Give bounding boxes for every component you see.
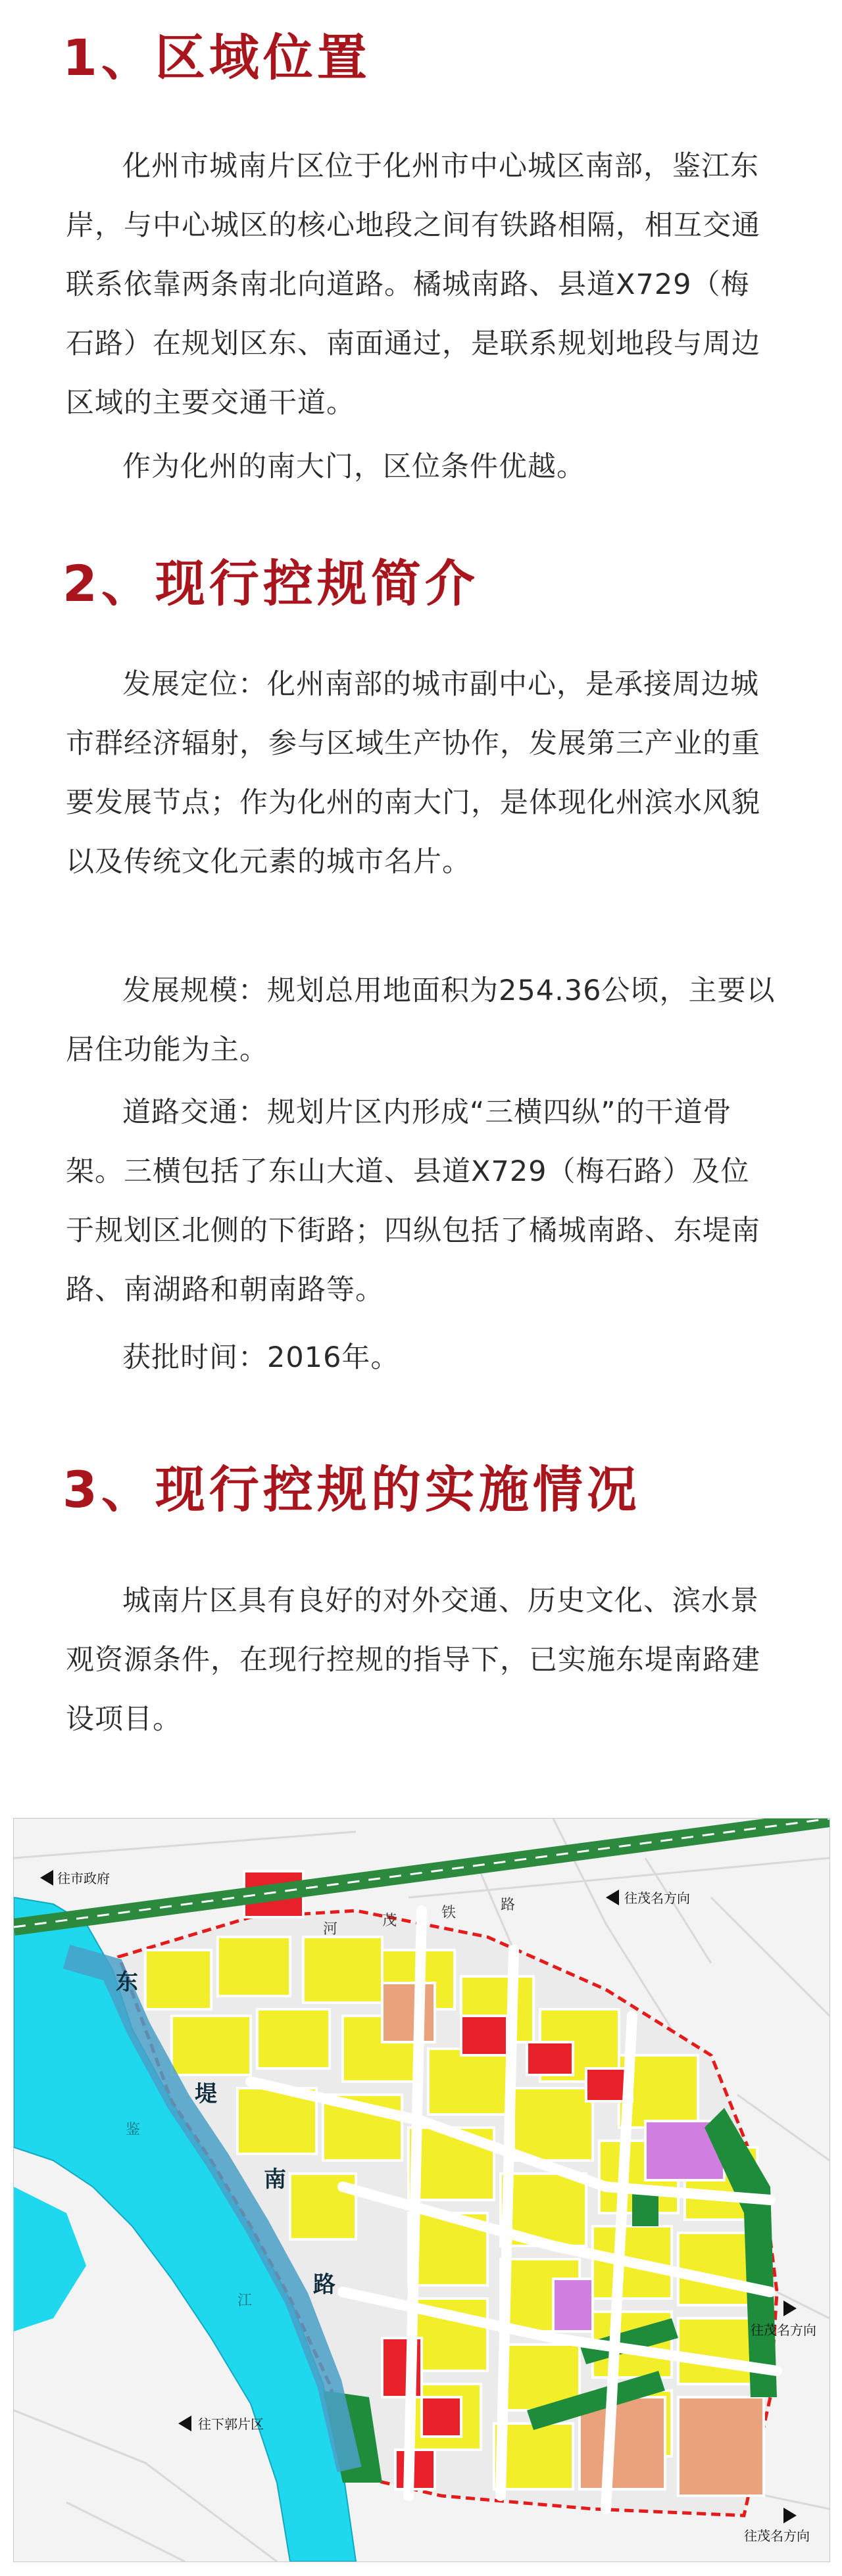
section-1-title: 1、区域位置 [62, 28, 371, 87]
section-2-paragraph-1: 发展定位：化州南部的城市副中心，是承接周边城市群经济辐射，参与区域生产协作，发展第三产业的重要发展节点；作为化州的南大门，是体现化州滨水风貌以及传统文化元素的城市名片。 [66, 668, 760, 878]
road-char-4: 路 [313, 2272, 335, 2298]
section-2-paragraph-4: 获批时间：2016年。 [122, 1341, 400, 1374]
road-char-1: 东 [116, 1969, 138, 1995]
section-1-paragraph-2: 作为化州的南大门，区位条件优越。 [122, 450, 585, 483]
railway-char-2: 茂 [382, 1913, 397, 1929]
section-2-paragraph-3: 道路交通：规划片区内形成“三横四纵”的干道骨架。三横包括了东山大道、县道X729（梅石路）及位于规划区北侧的下街路；四纵包括了橘城南路、东堤南路、南湖路和朝南路等。 [66, 1096, 760, 1306]
section-1-paragraph-1: 化州市城南片区位于化州市中心城区南部，鉴江东岸，与中心城区的核心地段之间有铁路相隔，相互交通联系依靠两条南北向道路。橘城南路、县道X729（梅石路）在规划区东、南面通过，是联系规划地段与周边区域的主要交通干道。 [66, 150, 760, 419]
railway-char-4: 路 [501, 1897, 516, 1913]
river-char-2: 江 [237, 2293, 253, 2309]
road-char-2: 堤 [195, 2081, 217, 2107]
section-3-paragraph-1: 城南片区具有良好的对外交通、历史文化、滨水景观资源条件，在现行控规的指导下，已实施东堤南路建设项目。 [66, 1585, 760, 1736]
label-to-maoming-east: 往茂名方向 [751, 2322, 816, 2338]
section-2-title: 2、现行控规简介 [62, 554, 479, 613]
label-to-maoming-north: 往茂名方向 [624, 1890, 690, 1906]
river-char-1: 鉴 [126, 2122, 141, 2138]
section-2-paragraph-2: 发展规模：规划总用地面积为254.36公顷，主要以居住功能为主。 [66, 974, 776, 1066]
section-3-title: 3、现行控规的实施情况 [62, 1460, 641, 1519]
railway-char-1: 河 [323, 1921, 338, 1938]
label-to-xiaguo: 往下郭片区 [198, 2416, 264, 2432]
planning-map [13, 1818, 830, 2562]
road-char-3: 南 [264, 2166, 286, 2193]
label-to-maoming-south: 往茂名方向 [744, 2528, 810, 2544]
railway-char-3: 铁 [441, 1905, 457, 1921]
planning-map-svg [14, 1819, 830, 2562]
label-to-gov: 往市政府 [57, 1871, 110, 1886]
